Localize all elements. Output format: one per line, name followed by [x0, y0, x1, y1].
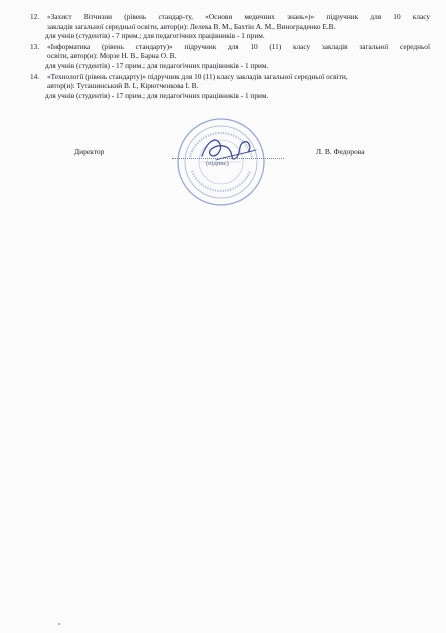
item-body — [47, 42, 430, 71]
item-line: «Інформатика (рівень стандарту)» підручник для 10 (11) класу закладів загальної середньої — [47, 41, 430, 51]
scan-speck — [58, 623, 60, 625]
textbook-list — [30, 12, 430, 101]
list-item — [30, 42, 430, 71]
item-number: 13. — [30, 41, 40, 51]
list-item — [30, 12, 430, 41]
item-line: автор(и): Туташинський В. І., Кірютченкова І. В. — [47, 81, 199, 91]
director-name: Л. В. Федорова — [316, 147, 365, 156]
item-copies-line: для учнів (студентів) - 7 прим.; для педагогічних працівників - 1 прим. — [45, 31, 265, 41]
item-line: закладів загальної середньої освіти, автор(и): Лелека В. М., Бахтін А. М., Винограденко Е.В. — [47, 21, 336, 31]
item-copies-line: для учнів (студентів) - 17 прим.; для педагогічних працівників - 1 прим. — [45, 60, 269, 70]
item-copies-line: для учнів (студентів) - 17 прим.; для педагогічних працівників - 1 прим. — [45, 90, 269, 100]
item-line: «Технології (рівень стандарту)» підручник для 10 (11) класу закладів загальної середньої освіти, — [47, 71, 348, 81]
list-item — [30, 72, 430, 101]
item-number: 14. — [30, 71, 40, 81]
item-body — [47, 12, 430, 41]
item-body — [47, 72, 430, 101]
item-number: 12. — [30, 12, 40, 21]
item-line: освіти, автор(и): Морзе Н. В., Барна О. В. — [47, 51, 177, 61]
director-label: Директор — [74, 147, 105, 156]
signature-caption: (підпис) — [206, 160, 229, 167]
item-line: «Захист Вітчизни (рівень стандар-ту, «Основи медичних знань»)» підручник для 10 класу — [47, 12, 430, 21]
